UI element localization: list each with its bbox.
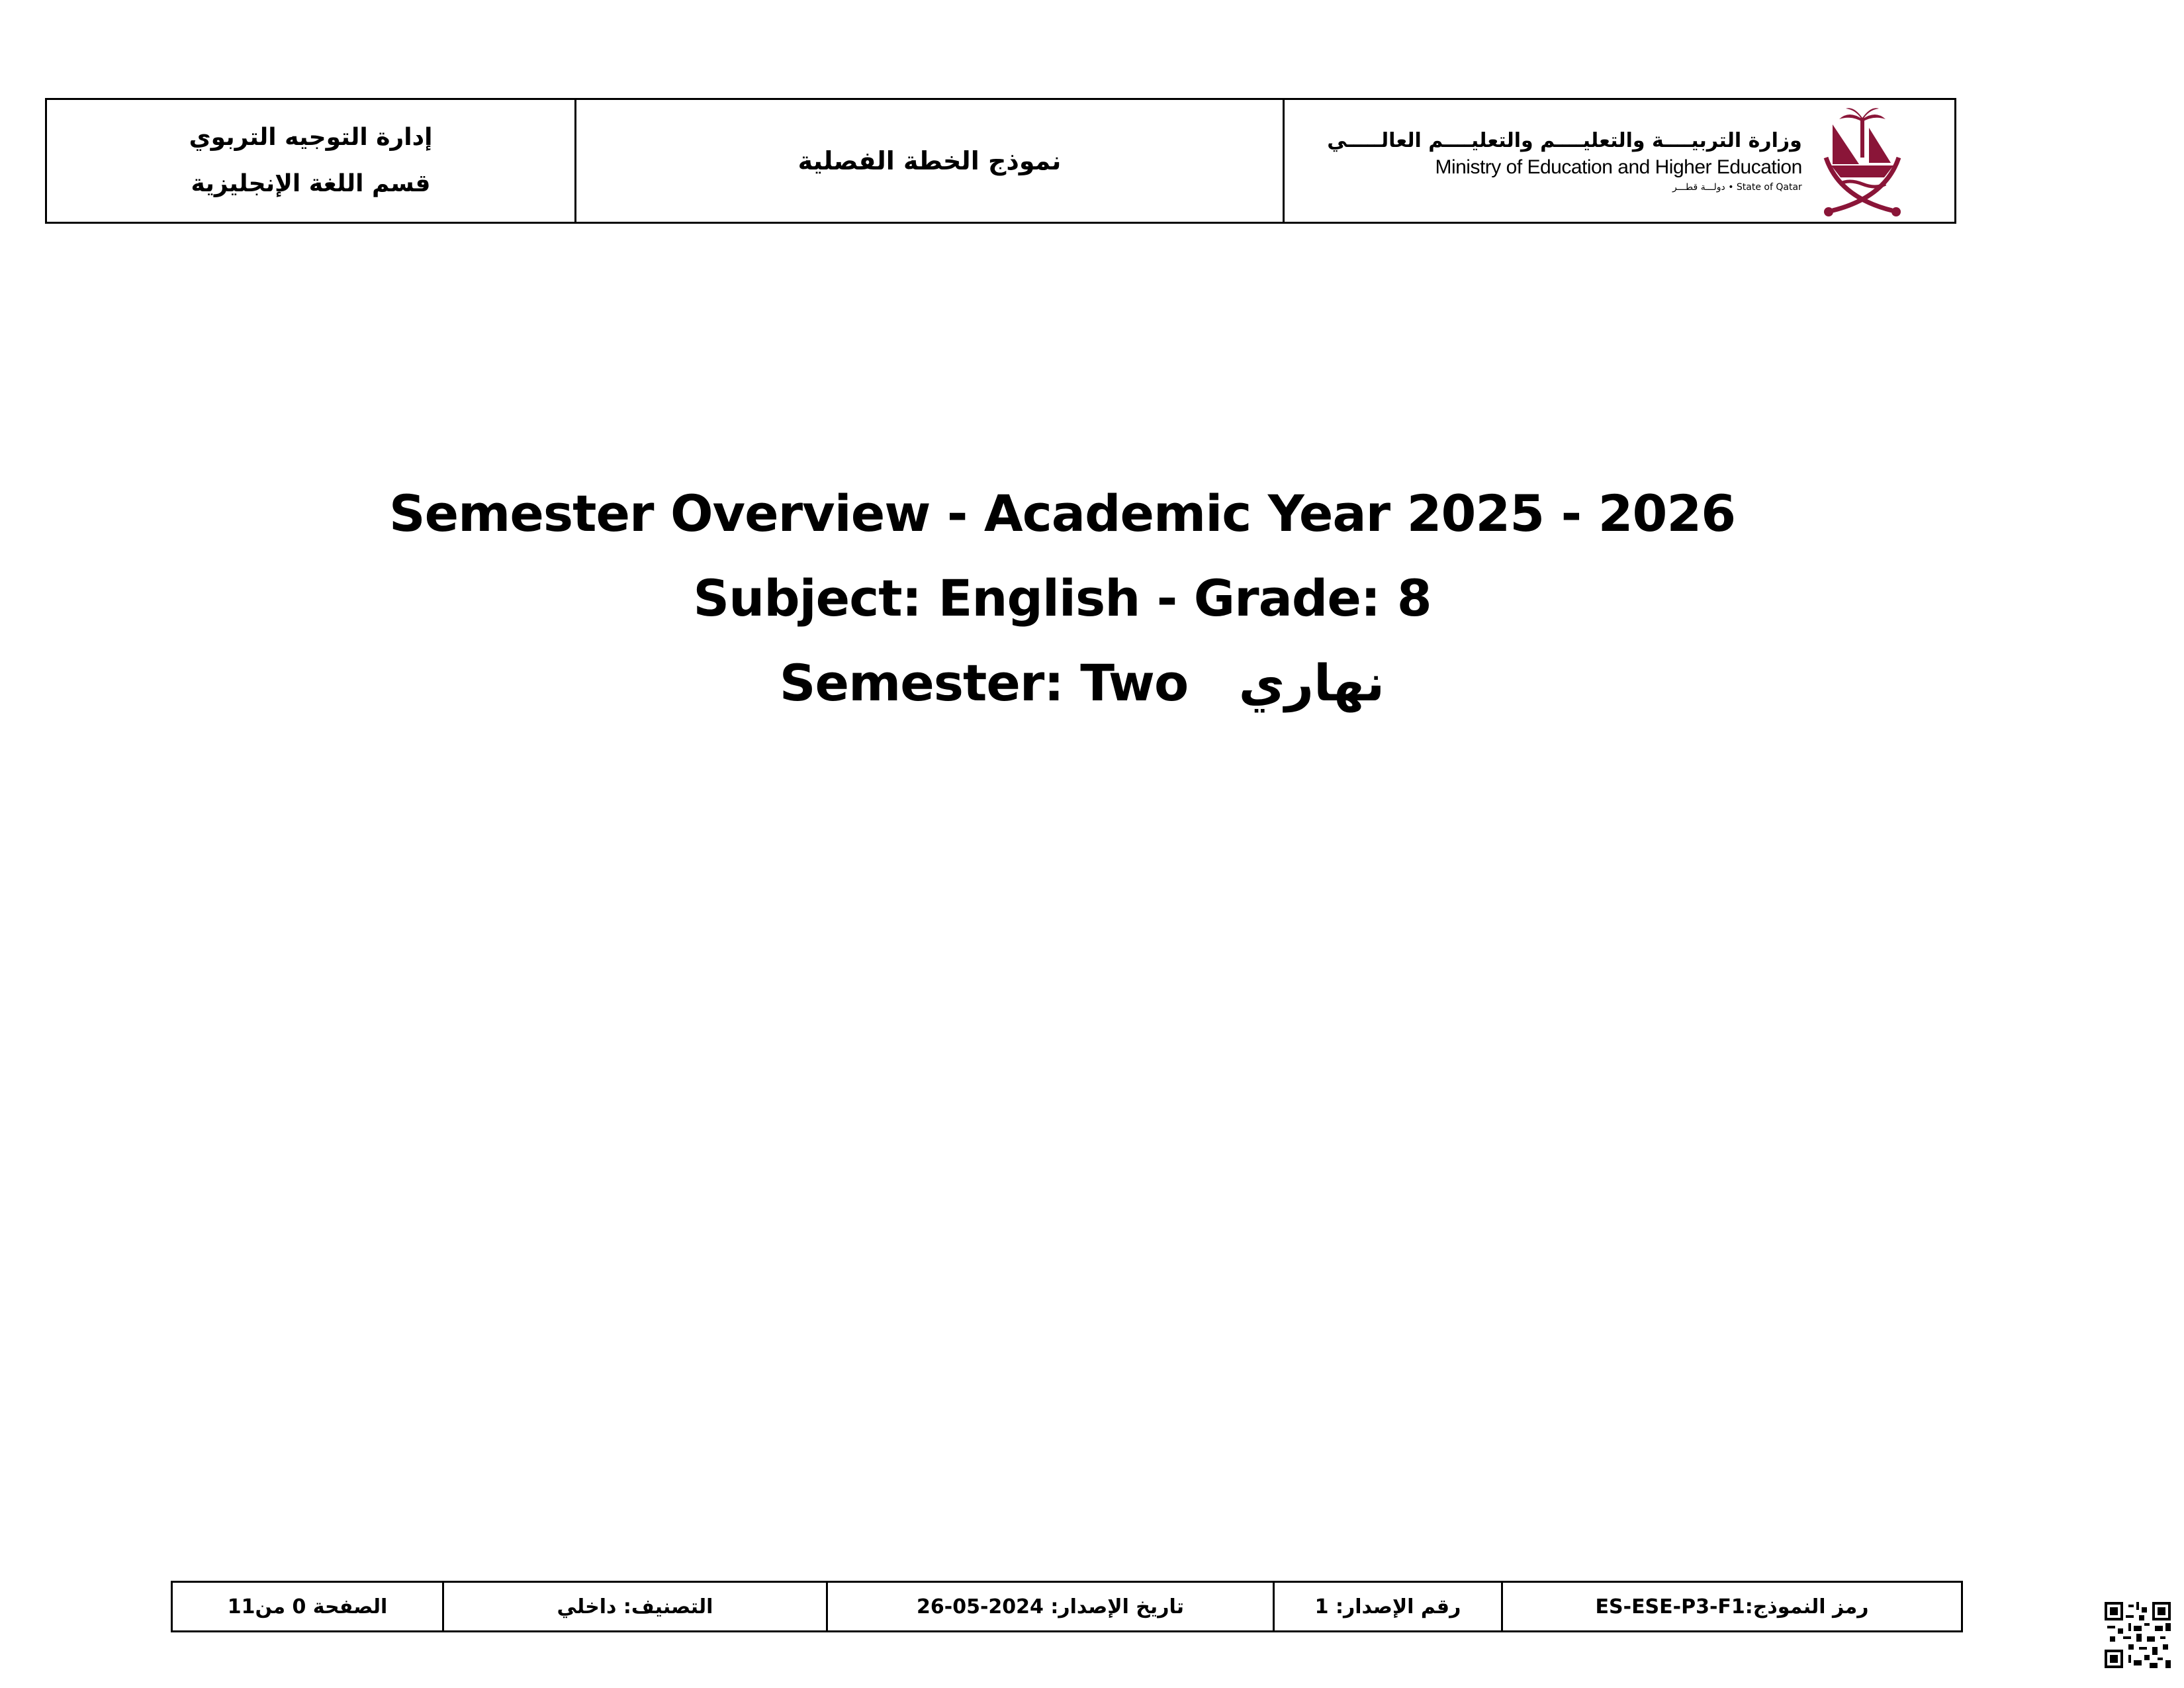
ministry-name-english: Ministry of Education and Higher Education bbox=[1435, 156, 1802, 178]
document-footer-table bbox=[171, 1581, 1963, 1632]
qatar-emblem-icon bbox=[1813, 105, 1912, 217]
semester-title bbox=[40, 641, 2124, 726]
semester-label: Semester: Two bbox=[779, 653, 1189, 712]
page-number: الصفحة 0 من11 bbox=[227, 1595, 388, 1618]
state-of-qatar-label: State of Qatar • دولـــة قطـــر bbox=[1672, 182, 1802, 193]
form-title: نموذج الخطة الفصلية bbox=[797, 146, 1062, 175]
shift-label: نهاري bbox=[1238, 653, 1385, 712]
form-code: رمز النموذج:ES-ESE-P3-F1 bbox=[1501, 1583, 1961, 1630]
document-title-block bbox=[0, 471, 2124, 726]
ministry-wordmark bbox=[1327, 126, 1802, 195]
department-cell bbox=[47, 100, 576, 222]
ministry-name-arabic: وزارة التربيــــة والتعليــــم والتعليــــم العالـــــي bbox=[1327, 129, 1802, 152]
form-title-cell bbox=[576, 100, 1285, 222]
department-name: إدارة التوجيه التربوي bbox=[189, 124, 433, 151]
issue-date: تاريخ الإصدار: 2024-05-26 bbox=[826, 1583, 1273, 1630]
classification: التصنيف: داخلي bbox=[442, 1583, 826, 1630]
qr-code-icon bbox=[2105, 1602, 2171, 1668]
academic-year-title: Semester Overview - Academic Year 2025 - 2026 bbox=[388, 484, 1736, 543]
section-name: قسم اللغة الإنجليزية bbox=[191, 170, 431, 197]
subject-grade-title: Subject: English - Grade: 8 bbox=[693, 569, 1432, 628]
document-header-table bbox=[45, 98, 1956, 224]
ministry-logo-cell bbox=[1285, 100, 1954, 222]
version-number: رقم الإصدار: 1 bbox=[1273, 1583, 1501, 1630]
